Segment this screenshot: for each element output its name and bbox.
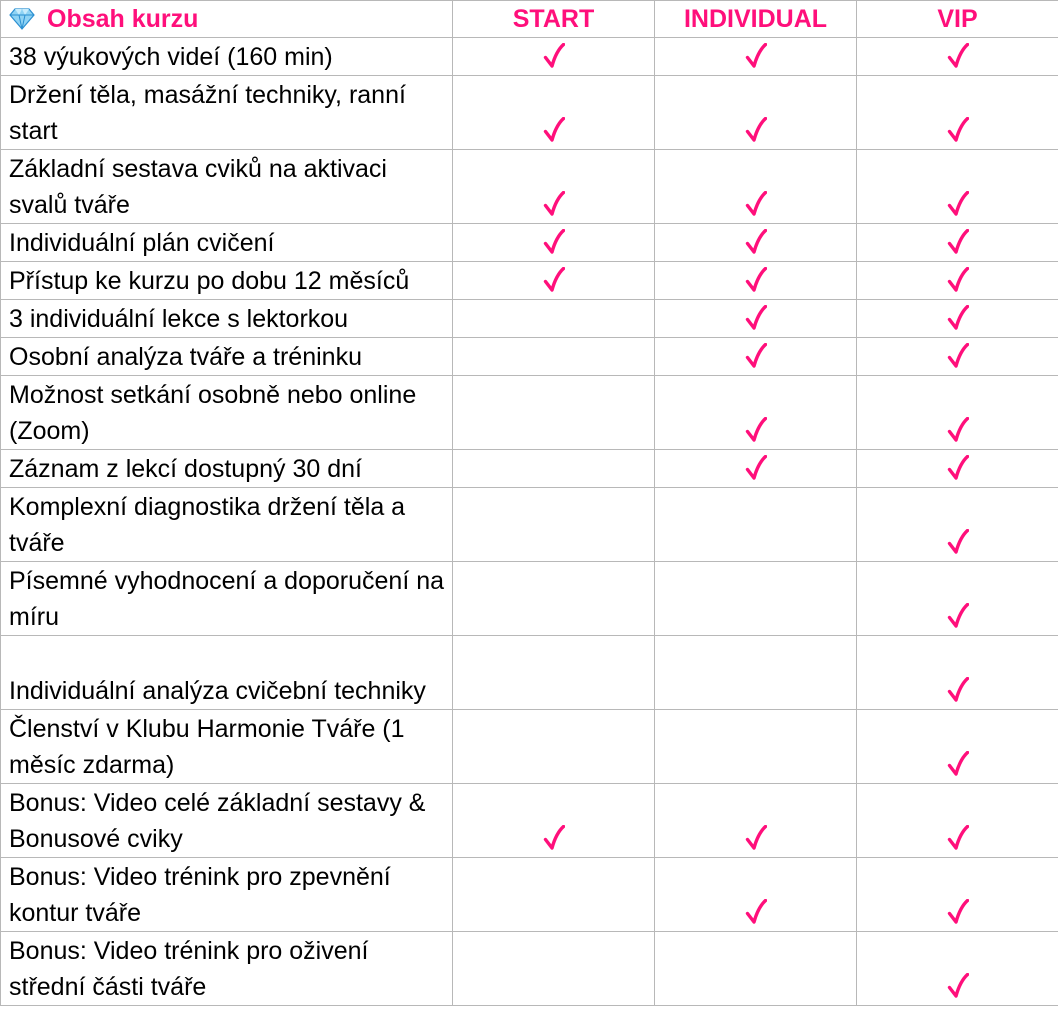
feature-label: Osobní analýza tváře a tréninku bbox=[1, 338, 453, 376]
check-icon bbox=[745, 267, 767, 293]
check-icon bbox=[745, 417, 767, 443]
check-cell-individual bbox=[655, 562, 857, 636]
feature-label: Bonus: Video trénink pro oživení střední části tváře bbox=[1, 932, 453, 1006]
check-cell-start bbox=[453, 450, 655, 488]
header-row bbox=[1, 1, 1058, 38]
check-icon bbox=[745, 191, 767, 217]
check-cell-vip bbox=[857, 376, 1058, 450]
check-icon bbox=[947, 417, 969, 443]
check-cell-start bbox=[453, 224, 655, 262]
check-cell-individual bbox=[655, 224, 857, 262]
check-cell-vip bbox=[857, 450, 1058, 488]
check-icon bbox=[947, 529, 969, 555]
check-cell-individual bbox=[655, 858, 857, 932]
table-row bbox=[1, 224, 1058, 262]
table-row bbox=[1, 300, 1058, 338]
table-row bbox=[1, 562, 1058, 636]
table-row bbox=[1, 636, 1058, 710]
check-icon bbox=[947, 343, 969, 369]
feature-rows bbox=[1, 38, 1058, 1006]
check-icon bbox=[947, 305, 969, 331]
check-cell-vip bbox=[857, 932, 1058, 1006]
check-cell-start bbox=[453, 710, 655, 784]
check-icon bbox=[745, 43, 767, 69]
check-icon bbox=[543, 117, 565, 143]
check-cell-vip bbox=[857, 150, 1058, 224]
check-cell-vip bbox=[857, 300, 1058, 338]
check-cell-individual bbox=[655, 450, 857, 488]
feature-label: Individuální analýza cvičební techniky bbox=[1, 636, 453, 710]
check-icon bbox=[947, 825, 969, 851]
check-icon bbox=[745, 229, 767, 255]
check-icon bbox=[947, 117, 969, 143]
feature-label: Členství v Klubu Harmonie Tváře (1 měsíc zdarma) bbox=[1, 710, 453, 784]
feature-label: Písemné vyhodnocení a doporučení na míru bbox=[1, 562, 453, 636]
feature-label: Základní sestava cviků na aktivaci svalů tváře bbox=[1, 150, 453, 224]
plan-header-individual: INDIVIDUAL bbox=[655, 1, 857, 38]
check-cell-individual bbox=[655, 784, 857, 858]
check-icon bbox=[543, 229, 565, 255]
check-cell-individual bbox=[655, 76, 857, 150]
check-cell-start bbox=[453, 38, 655, 76]
plan-header-vip: VIP bbox=[857, 1, 1058, 38]
table-row bbox=[1, 710, 1058, 784]
check-cell-vip bbox=[857, 636, 1058, 710]
check-icon bbox=[947, 43, 969, 69]
table-row bbox=[1, 450, 1058, 488]
table-row bbox=[1, 338, 1058, 376]
check-cell-vip bbox=[857, 262, 1058, 300]
page-title: Obsah kurzu bbox=[47, 5, 199, 33]
table-row bbox=[1, 38, 1058, 76]
check-cell-individual bbox=[655, 338, 857, 376]
check-cell-vip bbox=[857, 562, 1058, 636]
check-cell-start bbox=[453, 562, 655, 636]
check-cell-individual bbox=[655, 38, 857, 76]
check-icon bbox=[745, 455, 767, 481]
table-row bbox=[1, 784, 1058, 858]
check-cell-individual bbox=[655, 932, 857, 1006]
check-cell-individual bbox=[655, 262, 857, 300]
table-row bbox=[1, 150, 1058, 224]
feature-label: Přístup ke kurzu po dobu 12 měsíců bbox=[1, 262, 453, 300]
check-cell-vip bbox=[857, 858, 1058, 932]
check-cell-vip bbox=[857, 710, 1058, 784]
check-cell-start bbox=[453, 76, 655, 150]
check-cell-individual bbox=[655, 710, 857, 784]
feature-label: Možnost setkání osobně nebo online (Zoom) bbox=[1, 376, 453, 450]
check-cell-individual bbox=[655, 636, 857, 710]
check-icon bbox=[543, 267, 565, 293]
check-icon bbox=[947, 455, 969, 481]
table-row bbox=[1, 76, 1058, 150]
check-cell-individual bbox=[655, 150, 857, 224]
check-icon bbox=[947, 751, 969, 777]
header-feature-cell bbox=[1, 1, 453, 38]
check-cell-start bbox=[453, 338, 655, 376]
check-icon bbox=[745, 305, 767, 331]
feature-label: Bonus: Video celé základní sestavy & Bonusové cviky bbox=[1, 784, 453, 858]
check-icon bbox=[947, 267, 969, 293]
table-row bbox=[1, 932, 1058, 1006]
plan-header-start: START bbox=[453, 1, 655, 38]
feature-label: Komplexní diagnostika držení těla a tváře bbox=[1, 488, 453, 562]
check-cell-vip bbox=[857, 38, 1058, 76]
check-icon bbox=[543, 825, 565, 851]
check-icon bbox=[947, 603, 969, 629]
table-row bbox=[1, 488, 1058, 562]
check-cell-vip bbox=[857, 224, 1058, 262]
check-cell-start bbox=[453, 376, 655, 450]
table-row bbox=[1, 376, 1058, 450]
check-icon bbox=[745, 825, 767, 851]
feature-label: Držení těla, masážní techniky, ranní start bbox=[1, 76, 453, 150]
check-icon bbox=[947, 677, 969, 703]
check-cell-start bbox=[453, 150, 655, 224]
check-icon bbox=[745, 899, 767, 925]
check-cell-individual bbox=[655, 300, 857, 338]
feature-label: Záznam z lekcí dostupný 30 dní bbox=[1, 450, 453, 488]
diamond-icon bbox=[9, 8, 35, 30]
table-row bbox=[1, 858, 1058, 932]
check-cell-start bbox=[453, 262, 655, 300]
check-cell-vip bbox=[857, 784, 1058, 858]
check-cell-start bbox=[453, 300, 655, 338]
feature-label: 3 individuální lekce s lektorkou bbox=[1, 300, 453, 338]
check-cell-individual bbox=[655, 376, 857, 450]
check-cell-start bbox=[453, 858, 655, 932]
check-icon bbox=[947, 191, 969, 217]
check-cell-vip bbox=[857, 338, 1058, 376]
check-icon bbox=[947, 899, 969, 925]
check-icon bbox=[947, 229, 969, 255]
check-icon bbox=[947, 973, 969, 999]
check-icon bbox=[543, 43, 565, 69]
check-icon bbox=[543, 191, 565, 217]
check-icon bbox=[745, 343, 767, 369]
table-row bbox=[1, 262, 1058, 300]
feature-label: 38 výukových videí (160 min) bbox=[1, 38, 453, 76]
check-cell-start bbox=[453, 488, 655, 562]
feature-label: Individuální plán cvičení bbox=[1, 224, 453, 262]
check-cell-individual bbox=[655, 488, 857, 562]
check-cell-vip bbox=[857, 76, 1058, 150]
check-cell-start bbox=[453, 636, 655, 710]
check-cell-start bbox=[453, 932, 655, 1006]
check-cell-start bbox=[453, 784, 655, 858]
check-icon bbox=[745, 117, 767, 143]
check-cell-vip bbox=[857, 488, 1058, 562]
feature-label: Bonus: Video trénink pro zpevnění kontur tváře bbox=[1, 858, 453, 932]
